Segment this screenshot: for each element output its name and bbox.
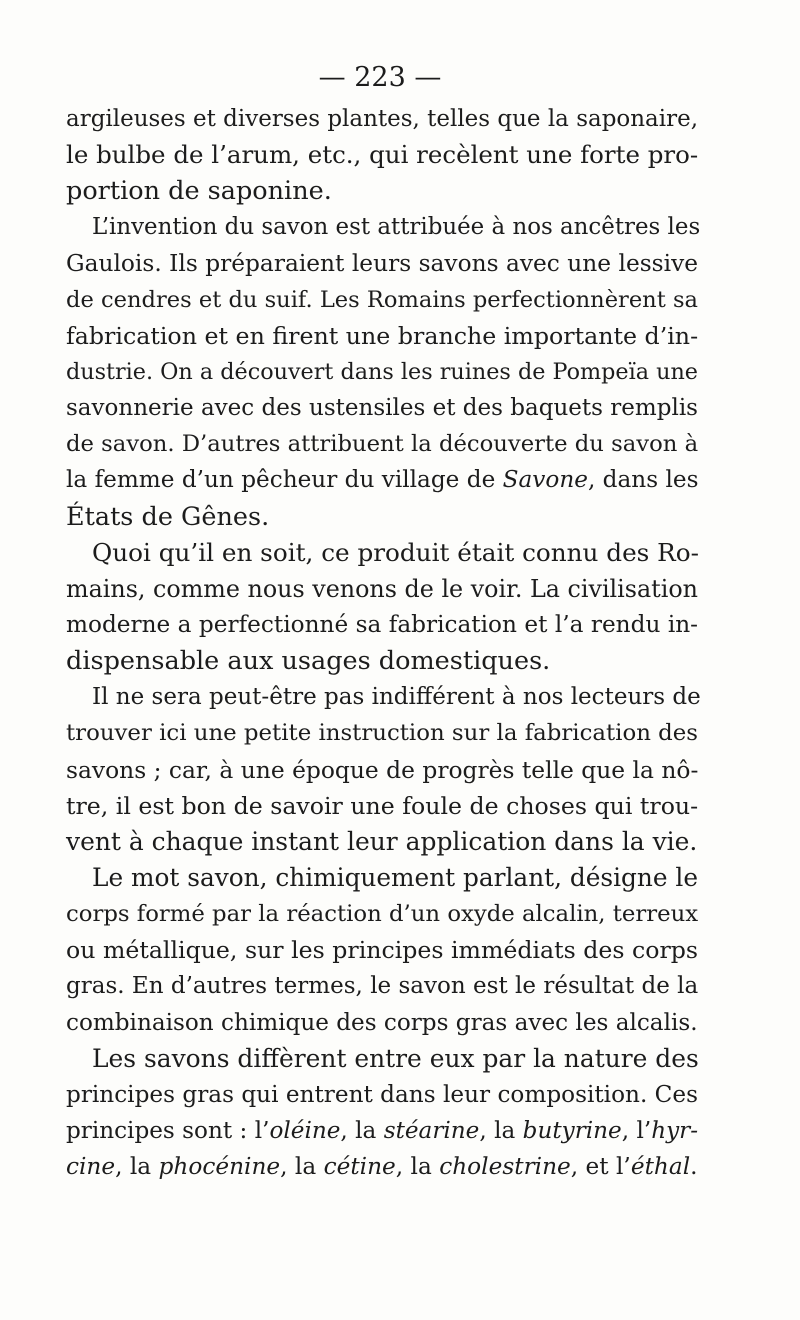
body-text <box>66 101 701 1185</box>
italic-term: cholestrine <box>439 1153 571 1181</box>
text-line: combinaison chimique des corps gras avec les alcalis. <box>66 1009 698 1036</box>
text-line: savons ; car, à une époque de progrès telle que la nô- <box>66 755 699 784</box>
text-line: tre, il est bon de savoir une foule de choses qui trou- <box>66 791 699 820</box>
text-run: , la <box>340 1117 384 1144</box>
text-line: trouver ici une petite instruction sur la fabrication des <box>66 720 698 747</box>
text-line: argileuses et diverses plantes, telles que la saponaire, <box>66 106 698 132</box>
italic-term: phocénine <box>158 1153 281 1181</box>
text-line: principes gras qui entrent dans leur composition. Ces <box>66 1081 698 1108</box>
text-run: , la <box>395 1153 440 1181</box>
text-line: ou métallique, sur les principes immédiats des corps <box>66 936 698 965</box>
text-run: principes sont : l’ <box>66 1117 270 1144</box>
text-line: gras. En d’autres termes, le savon est le résultat de la <box>66 973 699 1000</box>
text-line: États de Gênes. <box>66 501 270 532</box>
text-run: . <box>690 1153 698 1181</box>
italic-term: butyrine <box>522 1117 622 1144</box>
italic-term: hyr- <box>651 1117 698 1144</box>
text-line: moderne a perfectionné sa fabrication et l’a rendu in- <box>66 610 698 638</box>
italic-term: stéarine <box>383 1117 480 1144</box>
page-number: — 223 — <box>318 62 442 93</box>
text-line: de savon. D’autres attribuent la découverte du savon à <box>66 431 699 458</box>
paragraph-start-line: Quoi qu’il en soit, ce produit était connu des Ro- <box>92 537 699 567</box>
text-run: , et l’ <box>570 1153 631 1181</box>
text-line: corps formé par la réaction d’un oxyde alcalin, terreux <box>66 901 699 928</box>
text-run: , dans les <box>587 467 699 494</box>
text-run: , l’ <box>621 1117 652 1144</box>
text-line: dustrie. On a découvert dans les ruines de Pompeïa une <box>66 358 698 385</box>
text-line: vent à chaque instant leur application dans la vie. <box>66 826 698 856</box>
paragraph-start-line: Les savons diffèrent entre eux par la nature des <box>92 1043 699 1073</box>
text-line: Gaulois. Ils préparaient leurs savons avec une lessive <box>66 249 698 277</box>
text-line-substances <box>66 1113 698 1149</box>
italic-place-name: Savone <box>502 467 588 494</box>
paragraph-start-line: L’invention du savon est attribuée à nos ancêtres les <box>92 214 701 241</box>
text-line: mains, comme nous venons de le voir. La civilisation <box>66 574 698 603</box>
text-run: , la <box>115 1153 159 1181</box>
paragraph-start-line: Il ne sera peut-être pas indifférent à nos lecteurs de <box>92 684 701 711</box>
text-line: portion de saponine. <box>66 176 332 207</box>
text-run: , la <box>280 1153 324 1181</box>
italic-term: oléine <box>269 1117 341 1144</box>
paragraph-start-line: Le mot savon, chimiquement parlant, désigne le <box>92 862 699 892</box>
text-run: , la <box>479 1117 523 1144</box>
italic-term: cine <box>66 1153 116 1181</box>
text-line: le bulbe de l’arum, etc., qui recèlent une forte pro- <box>66 140 699 170</box>
text-line: dispensable aux usages domestiques. <box>66 646 551 677</box>
text-line-savone <box>66 462 698 498</box>
italic-term: éthal <box>630 1153 691 1181</box>
text-line-substances-end <box>66 1149 698 1185</box>
italic-term: cétine <box>323 1153 396 1181</box>
text-run: la femme d’un pêcheur du village de <box>66 467 503 494</box>
text-line: de cendres et du suif. Les Romains perfectionnèrent sa <box>66 286 698 313</box>
text-line: savonnerie avec des ustensiles et des baquets remplis <box>66 395 698 422</box>
text-line: fabrication et en firent une branche importante d’in- <box>66 321 699 350</box>
